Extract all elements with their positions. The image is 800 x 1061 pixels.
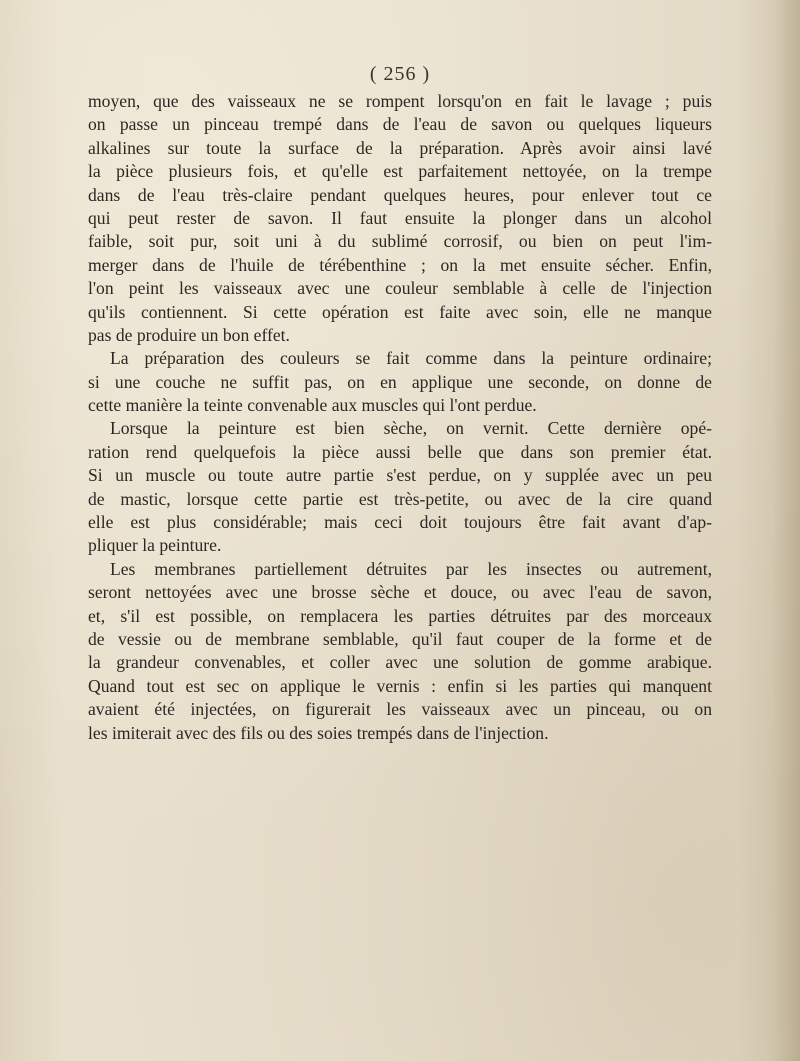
- text-line: de vessie ou de membrane semblable, qu'il faut couper de la forme et de: [88, 628, 712, 649]
- text-line: pas de produire un bon effet.: [88, 324, 290, 345]
- text-line: faible, soit pur, soit uni à du sublimé corrosif, ou bien on peut l'im-: [88, 231, 712, 252]
- text-line: alkalines sur toute la surface de la préparation. Après avoir ainsi lavé: [88, 137, 712, 158]
- text-line: cette manière la teinte convenable aux muscles qui l'ont perdue.: [88, 395, 537, 416]
- text-line: qu'ils contiennent. Si cette opération est faite avec soin, elle ne manque: [88, 301, 712, 322]
- text-line: elle est plus considérable; mais ceci doit toujours être fait avant d'ap-: [88, 512, 712, 533]
- text-line: Si un muscle ou toute autre partie s'est perdue, on y supplée avec un peu: [88, 465, 712, 486]
- paragraph-start-line: Les membranes partiellement détruites par les insectes ou autrement,: [110, 558, 712, 579]
- text-line: seront nettoyées avec une brosse sèche et douce, ou avec l'eau de savon,: [88, 582, 712, 603]
- text-line: ration rend quelquefois la pièce aussi belle que dans son premier état.: [88, 441, 712, 462]
- text-line: l'on peint les vaisseaux avec une couleur semblable à celle de l'injection: [88, 278, 712, 299]
- text-line: on passe un pinceau trempé dans de l'eau de savon ou quelques liqueurs: [88, 114, 712, 135]
- text-line: moyen, que des vaisseaux ne se rompent lorsqu'on en fait le lavage ; puis: [88, 91, 712, 111]
- paragraph-start-line: La préparation des couleurs se fait comme dans la peinture ordinaire;: [110, 348, 712, 369]
- page-number: ( 256 ): [369, 63, 431, 85]
- text-line: si une couche ne suffit pas, on en applique une seconde, on donne de: [88, 371, 712, 392]
- text-line: de mastic, lorsque cette partie est très-petite, ou avec de la cire quand: [88, 488, 712, 509]
- text-line: la grandeur convenables, et coller avec une solution de gomme arabique.: [88, 652, 712, 673]
- text-line: merger dans de l'huile de térébenthine ; on la met ensuite sécher. Enfin,: [88, 254, 712, 275]
- text-line: dans de l'eau très-claire pendant quelques heures, pour enlever tout ce: [88, 184, 712, 205]
- paragraph-start-line: Lorsque la peinture est bien sèche, on vernit. Cette dernière opé-: [110, 418, 712, 439]
- text-line: qui peut rester de savon. Il faut ensuite la plonger dans un alcohol: [88, 207, 712, 228]
- text-line: Quand tout est sec on applique le vernis : enfin si les parties qui manquent: [88, 675, 712, 696]
- text-line: avaient été injectées, on figurerait les vaisseaux avec un pinceau, ou on: [88, 699, 712, 720]
- body-text: [88, 90, 712, 745]
- page-edge-shadow: [772, 0, 800, 1061]
- text-line: la pièce plusieurs fois, et qu'elle est parfaitement nettoyée, on la trempe: [88, 161, 712, 182]
- text-line: et, s'il est possible, on remplacera les parties détruites par des morceaux: [88, 605, 712, 626]
- text-line: pliquer la peinture.: [88, 535, 222, 556]
- text-line: les imiterait avec des fils ou des soies trempés dans de l'injection.: [88, 722, 549, 743]
